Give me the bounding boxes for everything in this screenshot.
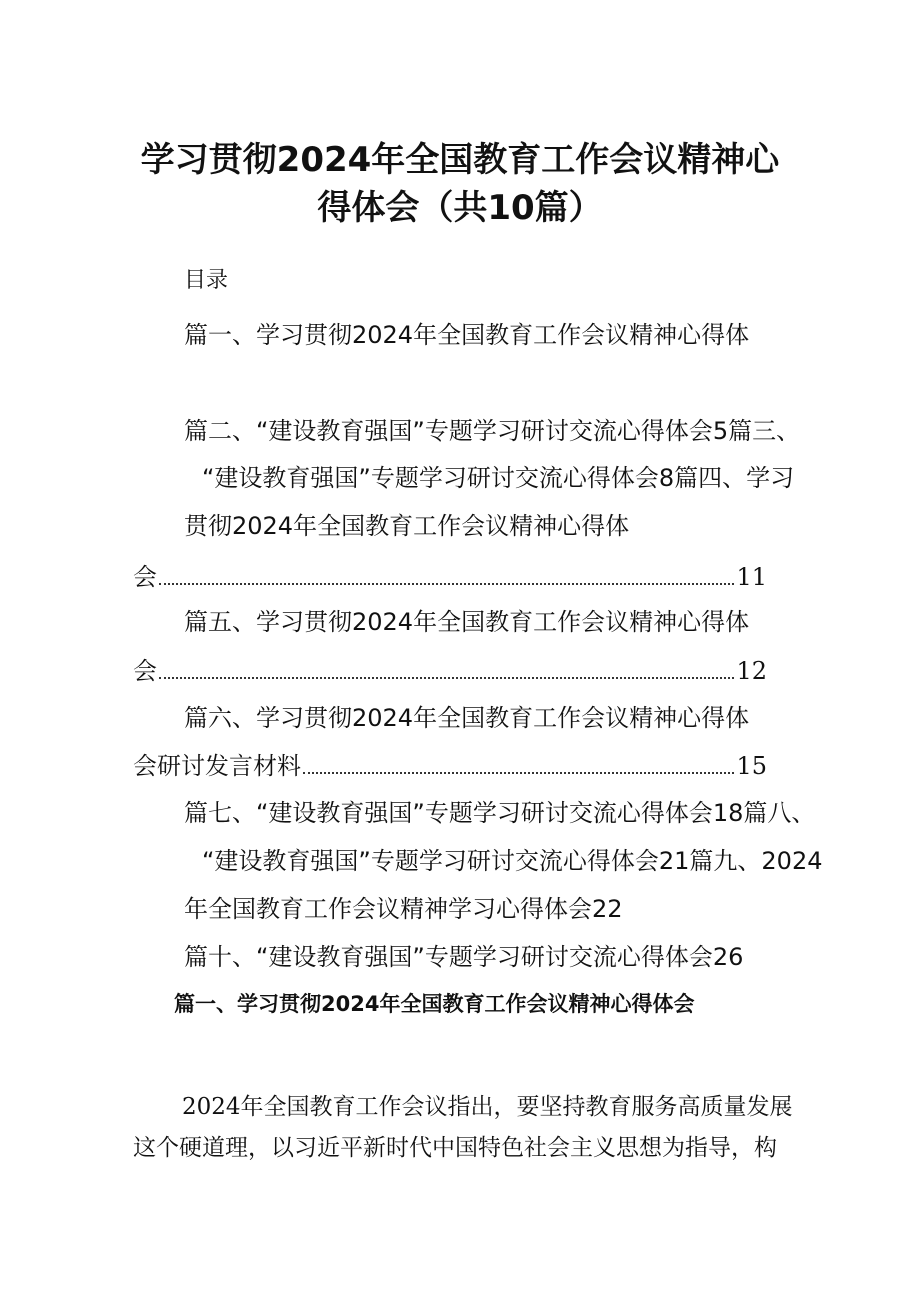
toc-line[interactable]: “建设教育强国”专题学习研讨交流心得体会21篇九、2024 [202,847,823,875]
toc-line[interactable]: 篇五、学习贯彻2024年全国教育工作会议精神心得体 [184,608,750,636]
toc-entry-row[interactable] [133,562,767,592]
toc-line[interactable]: 篇二、“建设教育强国”专题学习研讨交流心得体会5篇三、 [184,417,801,445]
toc-line[interactable]: 年全国教育工作会议精神学习心得体会22 [184,895,623,923]
toc-leader-dots [159,677,734,679]
toc-entry-row[interactable] [133,656,767,686]
toc-entry-tail: 会 [133,563,157,591]
toc-page-number: 15 [736,752,767,780]
toc-line[interactable]: 篇六、学习贯彻2024年全国教育工作会议精神心得体 [184,704,750,732]
document-title-line-1: 学习贯彻2024年全国教育工作会议精神心 [140,140,780,180]
toc-line[interactable]: 篇七、“建设教育强国”专题学习研讨交流心得体会18篇八、 [184,799,816,827]
toc-leader-dots [159,583,734,585]
toc-heading: 目录 [184,268,229,293]
toc-entry-row[interactable] [133,751,767,781]
toc-entry-tail: 会研讨发言材料 [133,752,301,780]
toc-line[interactable]: 篇十、“建设教育强国”专题学习研讨交流心得体会26 [184,943,744,971]
toc-entry-tail: 会 [133,657,157,685]
section-heading: 篇一、学习贯彻2024年全国教育工作会议精神心得体会 [174,992,695,1016]
document-title-line-2: 得体会（共10篇） [317,188,603,228]
body-paragraph-line: 这个硬道理，以习近平新时代中国特色社会主义思想为指导，构 [133,1135,777,1161]
toc-page-number: 11 [736,563,767,591]
toc-line[interactable]: “建设教育强国”专题学习研讨交流心得体会8篇四、学习 [202,464,795,492]
toc-line[interactable]: 篇一、学习贯彻2024年全国教育工作会议精神心得体 [184,321,750,349]
toc-line[interactable]: 贯彻2024年全国教育工作会议精神心得体 [184,512,630,540]
toc-leader-dots [303,772,734,774]
toc-page-number: 12 [736,657,767,685]
body-paragraph-line: 2024年全国教育工作会议指出，要坚持教育服务高质量发展 [182,1094,793,1120]
